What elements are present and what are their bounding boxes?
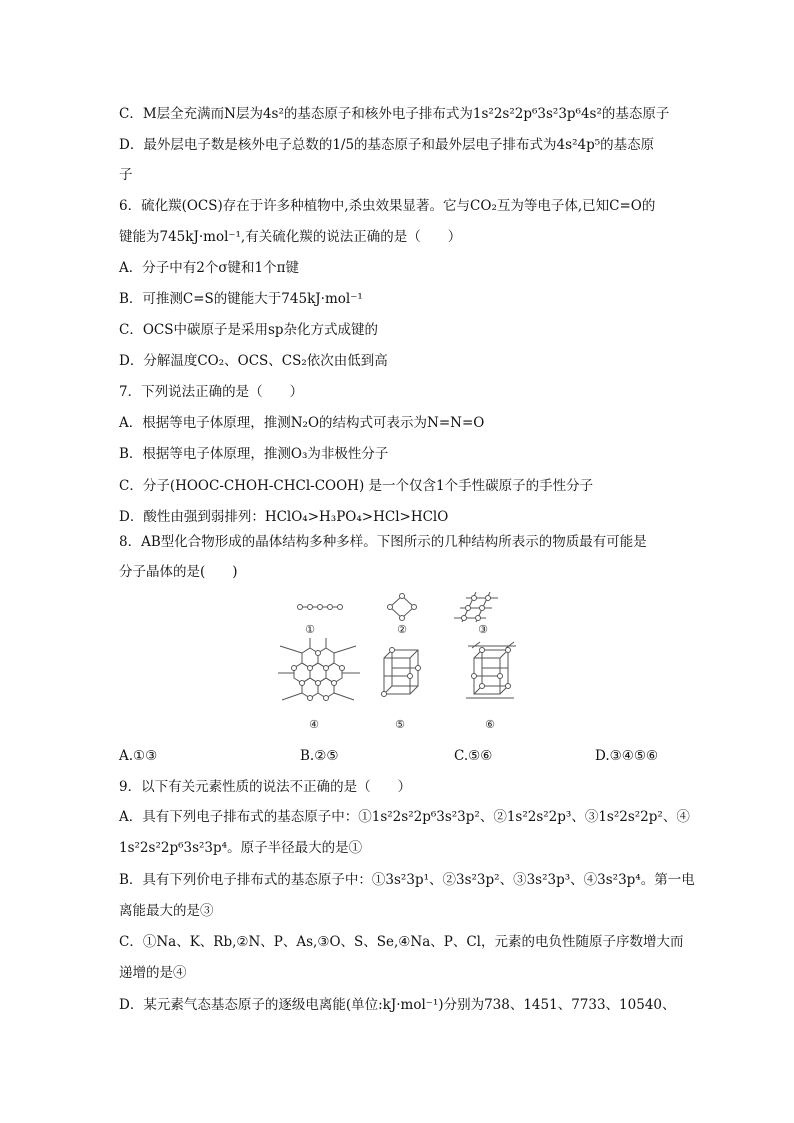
text-line: A．分子中有2个σ键和1个π键 — [119, 260, 300, 276]
structure-3-layer — [454, 592, 498, 622]
structure-label-2: ② — [397, 623, 407, 636]
text-line: 8．AB型化合物形成的晶体结构多种多样。下图所示的几种结构所表示的物质最有可能是 — [119, 534, 647, 550]
option-c: C.⑤⑥ — [454, 748, 493, 764]
text-line: 1s²2s²2p⁶3s²3p⁴。原子半径最大的是① — [119, 840, 363, 856]
text-line: A．根据等电子体原理，推测N₂O的结构式可表示为N=N=O — [119, 415, 485, 431]
structure-6-extended-cube — [466, 642, 516, 698]
structure-label-1: ① — [305, 623, 315, 636]
text-line: 9．以下有关元素性质的说法不正确的是（ ） — [119, 779, 412, 795]
text-line: C．M层全充满而N层为4s²的基态原子和核外电子排布式为1s²2s²2p⁶3s²3p⁶4s²的基态原子 — [119, 106, 670, 122]
option-d: D.③④⑤⑥ — [595, 748, 659, 764]
text-line: C．OCS中碳原子是采用sp杂化方式成键的 — [119, 322, 379, 338]
text-line: B．根据等电子体原理，推测O₃为非极性分子 — [119, 446, 389, 462]
text-line: C．①Na、K、Rb,②N、P、As,③O、S、Se,④Na、P、Cl，元素的电负性随原子序数增大而 — [119, 934, 684, 950]
text-line: D．分解温度CO₂、OCS、CS₂依次由低到高 — [119, 353, 388, 369]
text-line: D．某元素气态基态原子的逐级电离能(单位:kJ·mol⁻¹)分别为738、1451、7733、10540、 — [119, 997, 676, 1013]
structure-label-5: ⑤ — [395, 718, 405, 731]
text-line: B．具有下列价电子排布式的基态原子中：①3s²3p¹、②3s²3p²、③3s²3p³、④3s²3p⁴。第一电 — [119, 872, 695, 888]
structure-label-4: ④ — [309, 718, 319, 731]
structure-1-chain — [298, 605, 343, 610]
option-b: B.②⑤ — [300, 748, 339, 764]
text-line: D．酸性由强到弱排列：HClO₄>H₃PO₄>HCl>HClO — [119, 509, 449, 525]
text-line: 离能最大的是③ — [119, 903, 214, 919]
structure-5-cube — [382, 648, 421, 697]
text-line: 递增的是④ — [119, 965, 187, 981]
crystal-structures-figure — [270, 588, 530, 738]
structure-label-3: ③ — [478, 623, 488, 636]
text-line: 键能为745kJ·mol⁻¹,有关硫化羰的说法正确的是（ ） — [119, 229, 462, 245]
structure-2-ring — [388, 594, 417, 621]
option-a: A.①③ — [119, 748, 158, 764]
text-line: B．可推测C=S的键能大于745kJ·mol⁻¹ — [119, 291, 363, 307]
text-line: 子 — [119, 167, 133, 183]
text-line: C．分子(HOOC-CHOH-CHCl-COOH) 是一个仅含1个手性碳原子的手性分子 — [119, 478, 594, 494]
text-line: 分子晶体的是( ) — [119, 564, 238, 580]
structure-4-hexagonal — [278, 638, 360, 701]
text-line: 6．硫化羰(OCS)存在于许多种植物中,杀虫效果显著。它与CO₂互为等电子体,已知C=O的 — [119, 198, 656, 214]
text-line: 7．下列说法正确的是（ ） — [119, 384, 304, 400]
text-line: D．最外层电子数是核外电子总数的1/5的基态原子和最外层电子排布式为4s²4p⁵的基态原 — [119, 137, 655, 153]
structure-label-6: ⑥ — [485, 718, 495, 731]
text-line: A．具有下列电子排布式的基态原子中：①1s²2s²2p⁶3s²3p²、②1s²2s²2p³、③1s²2s²2p²、④ — [119, 809, 690, 825]
